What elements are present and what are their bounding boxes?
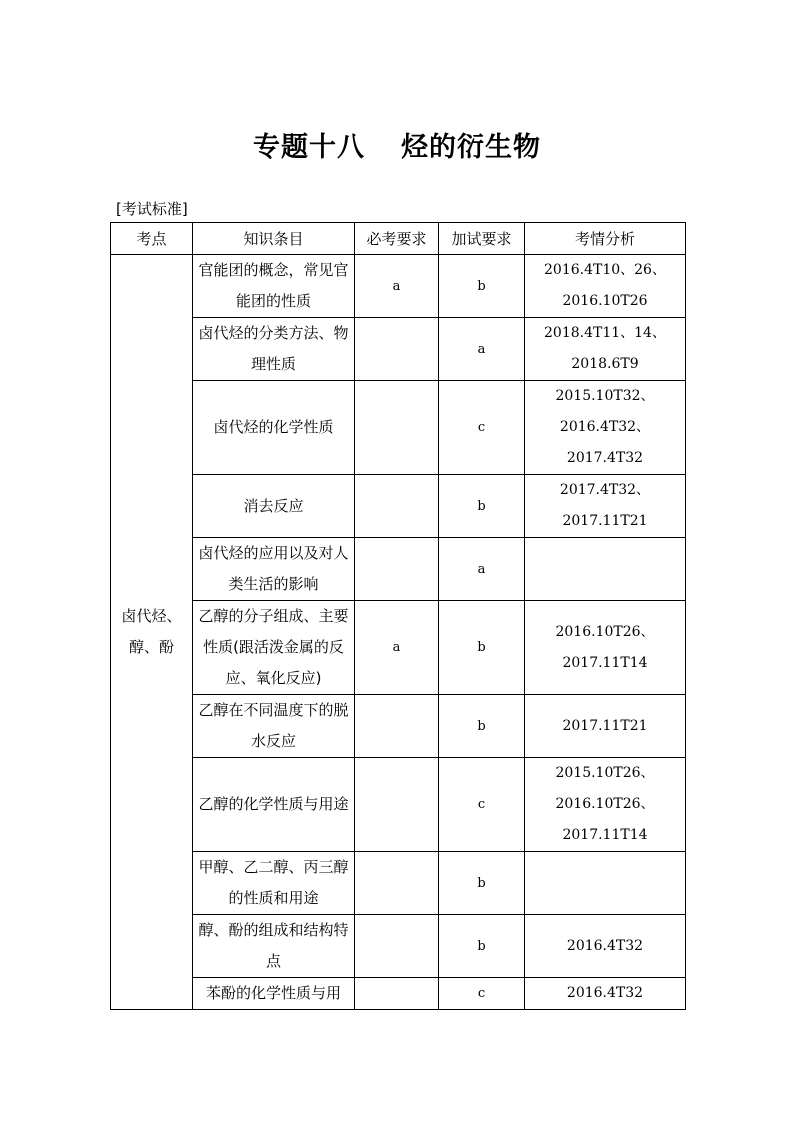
- section-label: [考试标准]: [116, 200, 188, 218]
- table-row: [111, 318, 686, 381]
- title-main: 专题十八: [253, 132, 365, 163]
- item-cell: 乙醇的分子组成、主要性质(跟活泼金属的反应、氧化反应): [193, 601, 355, 695]
- req-jia-cell: c: [439, 758, 525, 852]
- analysis-cell: 2016.4T32: [525, 978, 686, 1010]
- req-jia-cell: b: [439, 255, 525, 318]
- analysis-cell: 2016.10T26、2017.11T14: [525, 601, 686, 695]
- req-bi-cell: [355, 758, 439, 852]
- item-cell: 乙醇在不同温度下的脱水反应: [193, 695, 355, 758]
- req-jia-cell: b: [439, 695, 525, 758]
- item-cell: 消去反应: [193, 475, 355, 538]
- header-kaoqing: 考情分析: [525, 223, 686, 255]
- page-title: [0, 125, 794, 164]
- analysis-cell: 2016.4T32: [525, 915, 686, 978]
- table-row: [111, 255, 686, 318]
- req-bi-cell: [355, 695, 439, 758]
- analysis-cell: [525, 852, 686, 915]
- table-row: [111, 915, 686, 978]
- category-text: 卤代烃、醇、酚: [121, 607, 182, 656]
- table-row: [111, 852, 686, 915]
- header-zhishi: 知识条目: [193, 223, 355, 255]
- req-bi-cell: [355, 381, 439, 475]
- table-row: [111, 758, 686, 852]
- req-jia-cell: b: [439, 852, 525, 915]
- analysis-cell: 2015.10T32、2016.4T32、2017.4T32: [525, 381, 686, 475]
- table-row: [111, 475, 686, 538]
- analysis-cell: 2016.4T10、26、2016.10T26: [525, 255, 686, 318]
- req-bi-cell: a: [355, 601, 439, 695]
- item-cell: 甲醇、乙二醇、丙三醇的性质和用途: [193, 852, 355, 915]
- req-jia-cell: b: [439, 475, 525, 538]
- item-cell: 苯酚的化学性质与用: [193, 978, 355, 1010]
- exam-standard-table: [110, 222, 686, 1010]
- req-bi-cell: [355, 852, 439, 915]
- item-cell: 卤代烃的化学性质: [193, 381, 355, 475]
- item-cell: 乙醇的化学性质与用途: [193, 758, 355, 852]
- table-row: [111, 381, 686, 475]
- req-bi-cell: [355, 475, 439, 538]
- title-sub: 烃的衍生物: [401, 132, 541, 163]
- header-jiashi: 加试要求: [439, 223, 525, 255]
- req-bi-cell: a: [355, 255, 439, 318]
- req-bi-cell: [355, 915, 439, 978]
- category-cell: [111, 255, 193, 1010]
- item-cell: 卤代烃的应用以及对人类生活的影响: [193, 538, 355, 601]
- req-jia-cell: c: [439, 381, 525, 475]
- analysis-cell: [525, 538, 686, 601]
- table-header-row: [111, 223, 686, 255]
- req-jia-cell: b: [439, 915, 525, 978]
- header-kaodian: 考点: [111, 223, 193, 255]
- req-jia-cell: c: [439, 978, 525, 1010]
- analysis-cell: 2017.4T32、2017.11T21: [525, 475, 686, 538]
- analysis-cell: 2017.11T21: [525, 695, 686, 758]
- table-row: [111, 978, 686, 1010]
- req-bi-cell: [355, 318, 439, 381]
- req-bi-cell: [355, 538, 439, 601]
- table-row: [111, 695, 686, 758]
- req-jia-cell: a: [439, 318, 525, 381]
- req-bi-cell: [355, 978, 439, 1010]
- table-row: [111, 601, 686, 695]
- analysis-cell: 2015.10T26、2016.10T26、2017.11T14: [525, 758, 686, 852]
- header-bikao: 必考要求: [355, 223, 439, 255]
- table-row: [111, 538, 686, 601]
- item-cell: 醇、酚的组成和结构特点: [193, 915, 355, 978]
- req-jia-cell: b: [439, 601, 525, 695]
- item-cell: 卤代烃的分类方法、物理性质: [193, 318, 355, 381]
- req-jia-cell: a: [439, 538, 525, 601]
- item-cell: 官能团的概念，常见官能团的性质: [193, 255, 355, 318]
- analysis-cell: 2018.4T11、14、2018.6T9: [525, 318, 686, 381]
